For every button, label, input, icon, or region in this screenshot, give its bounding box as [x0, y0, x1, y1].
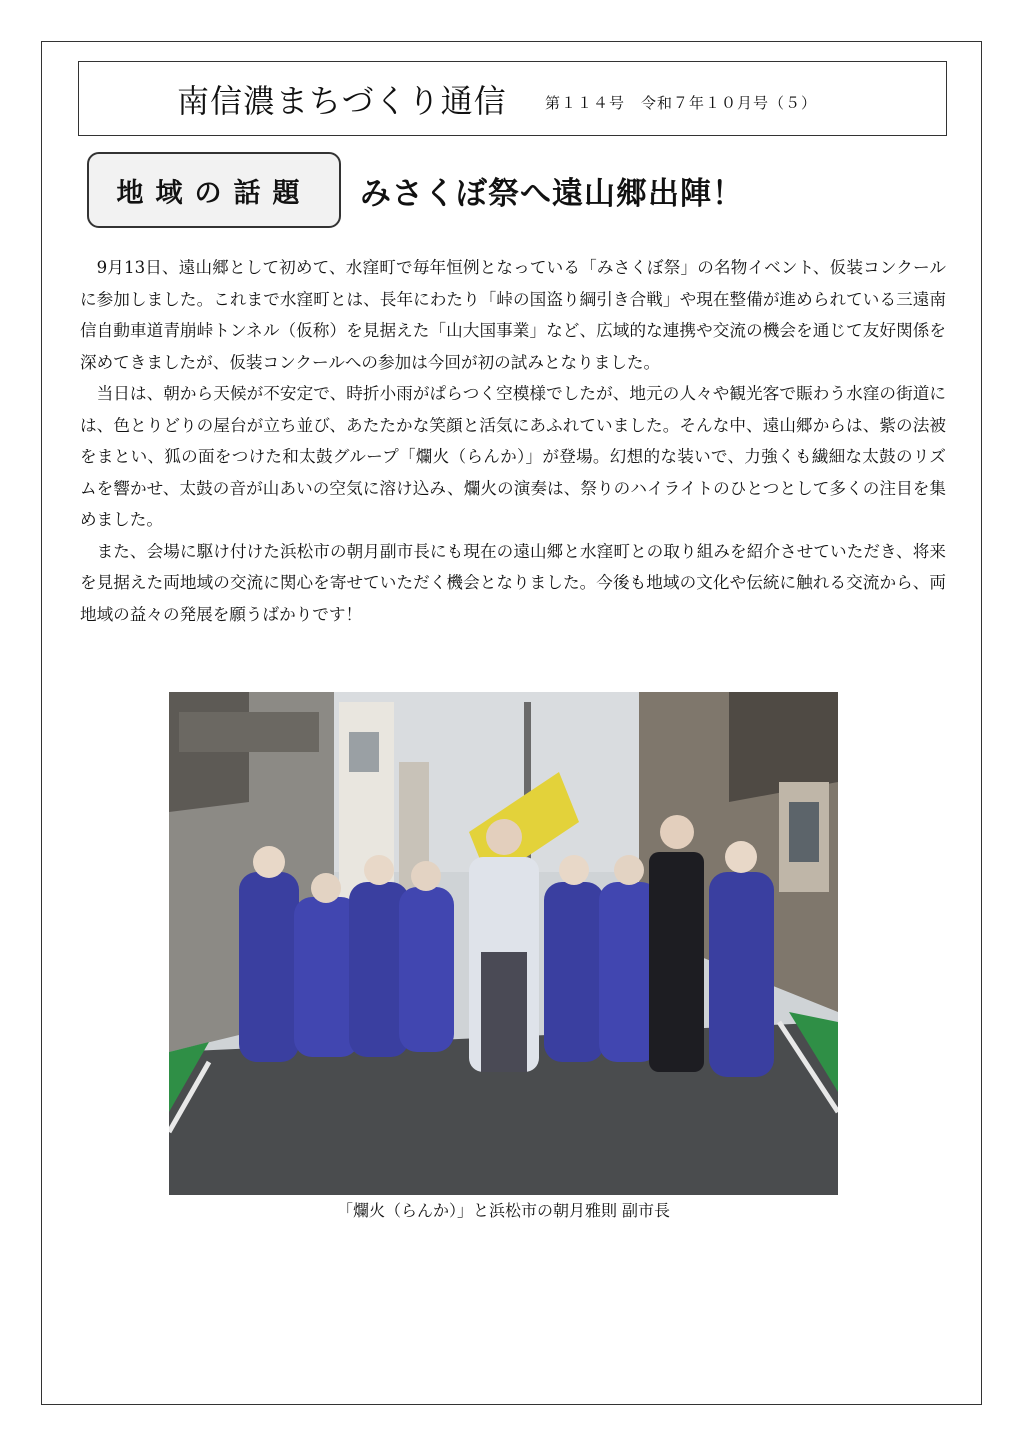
- paragraph-2: 当日は、朝から天候が不安定で、時折小雨がぱらつく空模様でしたが、地元の人々や観光客で賑わう水窪の街道には、色とりどりの屋台が立ち並び、あたたかな笑顔と活気にあふれていました。そんな中、遠山郷からは、紫の法被をまとい、狐の面をつけた和太鼓グループ「爛火（らんか）」が登場。幻想的な装いで、力強くも繊細な太鼓のリズムを響かせ、太鼓の音が山あいの空気に溶け込み、爛火の演奏は、祭りのハイライトのひとつとして多くの注目を集めました。: [80, 384, 946, 529]
- issue-info: 第１１４号 令和７年１０月号（５）: [545, 94, 818, 112]
- article-headline: みさくぼ祭へ遠山郷出陣！: [360, 176, 744, 212]
- section-tag-label: 地域の話題: [116, 177, 312, 209]
- masthead: [78, 61, 947, 136]
- paragraph-1: 9月13日、遠山郷として初めて、水窪町で毎年恒例となっている「みさくぼ祭」の名物イベント、仮装コンクールに参加しました。これまで水窪町とは、長年にわたり「峠の国盗り綱引き合戦」や現在整備が進められている三遠南信自動車道青崩峠トンネル（仮称）を見据えた「山大国事業」など、広域的な連携や交流の機会を通じて友好関係を深めてきましたが、仮装コンクールへの参加は今回が初の試みとなりました。: [80, 258, 946, 372]
- event-photo: [169, 692, 838, 1195]
- article-body: [80, 252, 946, 630]
- photo-caption: 「爛火（らんか）」と浜松市の朝月雅則 副市長: [336, 1201, 671, 1220]
- newsletter-title: 南信濃まちづくり通信: [177, 82, 507, 120]
- paragraph-3: また、会場に駆け付けた浜松市の朝月副市長にも現在の遠山郷と水窪町との取り組みを紹介させていただき、将来を見据えた両地域の交流に関心を寄せていただく機会となりました。今後も地域の文化や伝統に触れる交流から、両地域の益々の発展を願うばかりです！: [80, 541, 946, 624]
- section-tag: [87, 152, 341, 228]
